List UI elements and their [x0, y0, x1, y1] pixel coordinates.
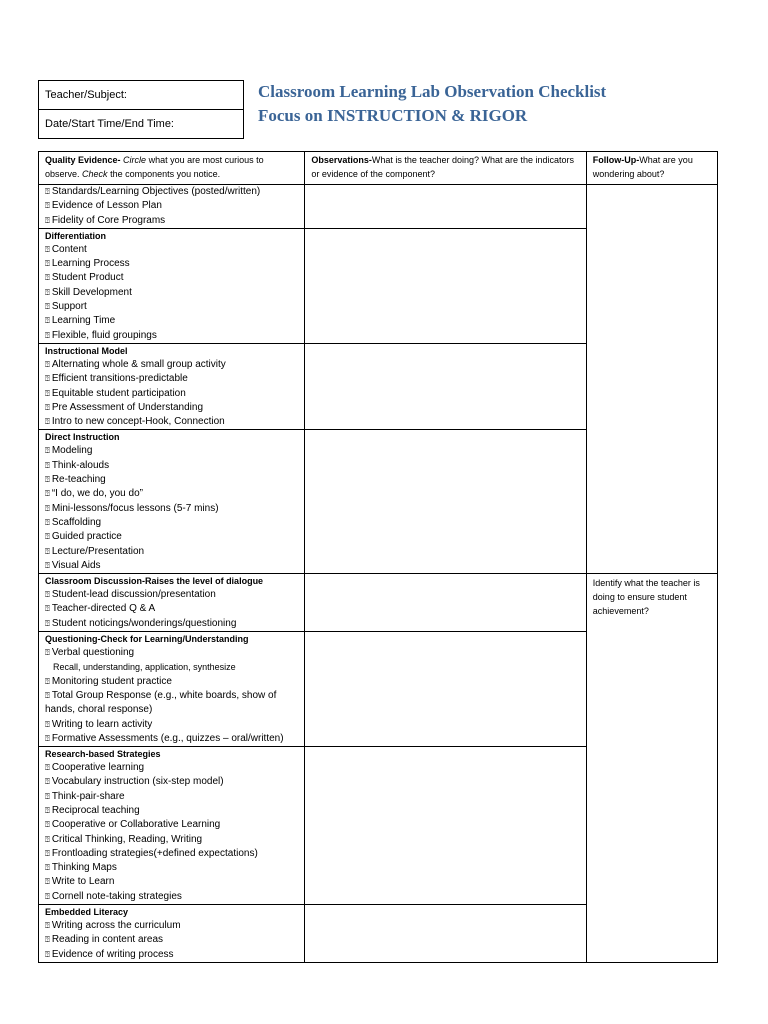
checklist-item[interactable] [39, 689, 304, 718]
checklist-item[interactable] [39, 415, 304, 429]
checklist-item-label: Intro to new concept-Hook, Connection [51, 416, 225, 428]
follow-up-note-cell[interactable] [586, 574, 717, 963]
checkbox-icon[interactable]: ⍰ [45, 719, 50, 729]
section-5-cell [39, 632, 305, 747]
checkbox-icon[interactable]: ⍰ [45, 287, 50, 297]
checklist-item-label: Frontloading strategies(+defined expectations) [51, 847, 258, 859]
checklist-item-label: Guided practice [51, 531, 122, 543]
checkbox-icon[interactable]: ⍰ [45, 791, 50, 801]
checkbox-icon[interactable]: ⍰ [45, 503, 50, 513]
checkbox-icon[interactable]: ⍰ [45, 517, 50, 527]
checklist-item[interactable] [39, 732, 304, 746]
checklist-item-label: Pre Assessment of Understanding [51, 401, 204, 413]
checklist-item-label: Learning Process [51, 258, 130, 270]
checklist-item[interactable] [39, 761, 304, 775]
checklist-item-label: Flexible, fluid groupings [51, 329, 157, 341]
checklist-item[interactable] [39, 775, 304, 789]
checklist-item-label: Cooperative or Collaborative Learning [51, 819, 221, 831]
checkbox-icon[interactable]: ⍰ [45, 777, 50, 787]
checkbox-icon[interactable]: ⍰ [45, 215, 50, 225]
checklist-item[interactable] [39, 602, 304, 616]
checklist-item-label: Verbal questioning [51, 647, 135, 659]
checklist-item-label: Lecture/Presentation [51, 545, 145, 557]
checklist-item-label: Cornell note-taking strategies [51, 890, 182, 902]
checklist-item[interactable] [39, 933, 304, 947]
checklist-item[interactable] [39, 718, 304, 732]
section-row [39, 574, 718, 632]
checkbox-icon[interactable]: ⍰ [45, 676, 50, 686]
checkbox-icon[interactable]: ⍰ [45, 187, 50, 196]
checklist-item[interactable] [39, 559, 304, 573]
section-7-cell [39, 905, 305, 963]
follow-up-cell[interactable] [586, 185, 717, 574]
checklist-item[interactable] [39, 790, 304, 804]
section-3-cell [39, 430, 305, 574]
checklist-item[interactable] [39, 847, 304, 861]
checkbox-icon[interactable]: ⍰ [45, 201, 50, 211]
checkbox-icon[interactable]: ⍰ [45, 273, 50, 283]
checklist-item-label: Monitoring student practice [51, 675, 172, 687]
checklist-item-label: Content [51, 243, 87, 255]
checklist-item[interactable] [39, 545, 304, 559]
checkbox-icon[interactable]: ⍰ [45, 763, 50, 773]
checklist-item-label: Student Product [51, 272, 124, 284]
checkbox-icon[interactable]: ⍰ [45, 805, 50, 815]
checkbox-icon[interactable]: ⍰ [45, 359, 50, 369]
checklist-item-label: Efficient transitions-predictable [51, 373, 188, 385]
checkbox-icon[interactable]: ⍰ [45, 402, 50, 412]
observation-cell[interactable] [305, 228, 586, 343]
checklist-item[interactable] [39, 185, 304, 199]
checklist-item[interactable] [39, 199, 304, 213]
checklist-item[interactable] [39, 387, 304, 401]
checklist-item-label: Formative Assessments (e.g., quizzes – oral/written) [51, 732, 284, 744]
section-4-cell [39, 574, 305, 632]
section-title: Direct Instruction [45, 432, 120, 443]
section-0-cell [39, 185, 305, 229]
checklist-item[interactable] [39, 919, 304, 933]
checkbox-icon[interactable]: ⍰ [45, 690, 50, 700]
checklist-item-label: Re-teaching [51, 474, 106, 486]
checkbox-icon[interactable]: ⍰ [45, 302, 50, 312]
checklist-item[interactable] [39, 617, 304, 631]
checklist-item[interactable] [39, 502, 304, 516]
col-quality-evidence-header: Quality Evidence- Circle what you are most curious to observe. Check the components you notice. [39, 152, 305, 185]
checkbox-icon[interactable]: ⍰ [45, 891, 50, 901]
checkbox-icon[interactable]: ⍰ [45, 460, 50, 470]
checkbox-icon[interactable]: ⍰ [45, 863, 50, 873]
checklist-item[interactable] [39, 329, 304, 343]
checkbox-icon[interactable]: ⍰ [45, 374, 50, 384]
checkbox-icon[interactable]: ⍰ [45, 590, 50, 600]
section-2-cell [39, 343, 305, 429]
checklist-item[interactable] [39, 300, 304, 314]
checklist-item-label: Write to Learn [51, 876, 115, 888]
checkbox-icon[interactable]: ⍰ [45, 446, 50, 456]
checklist-item[interactable] [39, 646, 304, 660]
checkbox-icon[interactable]: ⍰ [45, 733, 50, 743]
checklist-item[interactable] [39, 358, 304, 372]
section-6-cell [39, 747, 305, 905]
checklist-item-label: Scaffolding [51, 516, 102, 528]
checklist-item-label: Learning Time [51, 315, 116, 327]
checklist-item-label: Skill Development [51, 286, 132, 298]
observation-cell[interactable] [305, 343, 586, 429]
checklist-item[interactable] [39, 875, 304, 889]
checkbox-icon[interactable]: ⍰ [45, 848, 50, 858]
checkbox-icon[interactable]: ⍰ [45, 417, 50, 427]
checklist-item-label: Cooperative learning [51, 762, 145, 774]
checklist-item[interactable] [39, 286, 304, 300]
checklist-item-label: Total Group Response (e.g., white boards, show of hands, choral response) [45, 689, 277, 716]
sub-line: Recall, understanding, application, synthesize [53, 662, 236, 673]
checklist-item-label: Think-alouds [51, 459, 110, 471]
checklist-item[interactable] [39, 314, 304, 328]
section-title: Research-based Strategies [45, 749, 161, 760]
observation-cell[interactable] [305, 747, 586, 905]
checklist-item-label: Vocabulary instruction (six-step model) [51, 776, 224, 788]
checkbox-icon[interactable]: ⍰ [45, 560, 50, 570]
checklist-item-label: Mini-lessons/focus lessons (5-7 mins) [51, 502, 219, 514]
title-line-1: Classroom Learning Lab Observation Checklist [258, 82, 607, 101]
checklist-item-label: Think-pair-share [51, 790, 125, 802]
observation-cell[interactable] [305, 632, 586, 747]
checklist-item-label: Student-lead discussion/presentation [51, 589, 216, 601]
checklist-item[interactable] [39, 243, 304, 257]
checkbox-icon[interactable]: ⍰ [45, 316, 50, 326]
checklist-item-label: Critical Thinking, Reading, Writing [51, 833, 203, 845]
observation-cell[interactable] [305, 430, 586, 574]
checklist-item[interactable] [39, 818, 304, 832]
checkbox-icon[interactable]: ⍰ [45, 388, 50, 398]
checklist-item-label: Equitable student participation [51, 387, 186, 399]
checkbox-icon[interactable]: ⍰ [45, 648, 50, 658]
checklist-item-label: Fidelity of Core Programs [51, 214, 166, 226]
checklist-item[interactable] [39, 675, 304, 689]
document-title [258, 80, 606, 128]
checklist-table [38, 151, 718, 963]
checklist-item[interactable] [39, 401, 304, 415]
checklist-item[interactable] [39, 516, 304, 530]
checklist-item[interactable] [39, 588, 304, 602]
section-title: Instructional Model [45, 345, 128, 356]
checkbox-icon[interactable]: ⍰ [45, 259, 50, 269]
checklist-item-label: Reciprocal teaching [51, 804, 140, 816]
checklist-item-label: “I do, we do, you do” [51, 488, 143, 500]
checkbox-icon[interactable]: ⍰ [45, 935, 50, 945]
checklist-item[interactable] [39, 459, 304, 473]
checklist-item[interactable] [39, 948, 304, 962]
checklist-item[interactable] [39, 271, 304, 285]
checklist-item-label: Writing across the curriculum [51, 920, 181, 932]
observation-cell[interactable] [305, 185, 586, 229]
checklist-item-label: Evidence of Lesson Plan [51, 200, 162, 212]
observation-cell[interactable] [305, 905, 586, 963]
observation-cell[interactable] [305, 574, 586, 632]
date-time-field[interactable]: Date/Start Time/End Time: [39, 110, 244, 139]
checkbox-icon[interactable]: ⍰ [45, 834, 50, 844]
checkbox-icon[interactable]: ⍰ [45, 489, 50, 499]
checklist-item-label: Alternating whole & small group activity [51, 358, 226, 370]
checkbox-icon[interactable]: ⍰ [45, 949, 50, 959]
column-header-row [39, 152, 718, 185]
checkbox-icon[interactable]: ⍰ [45, 820, 50, 830]
section-title: Questioning-Check for Learning/Understanding [45, 634, 249, 645]
teacher-subject-field[interactable]: Teacher/Subject: [39, 81, 244, 110]
checklist-item[interactable] [39, 473, 304, 487]
checklist-item-label: Visual Aids [51, 559, 101, 571]
title-line-2: Focus on INSTRUCTION & RIGOR [258, 106, 528, 125]
checklist-item-label: Writing to learn activity [51, 718, 153, 730]
checkbox-icon[interactable]: ⍰ [45, 532, 50, 542]
checklist-item[interactable] [39, 530, 304, 544]
checklist-item[interactable] [39, 861, 304, 875]
checkbox-icon[interactable]: ⍰ [45, 921, 50, 931]
checklist-item[interactable] [39, 257, 304, 271]
checkbox-icon[interactable]: ⍰ [45, 244, 50, 254]
section-1-cell [39, 228, 305, 343]
checklist-item[interactable] [39, 372, 304, 386]
section-title: Differentiation [45, 230, 107, 241]
header-fields-table [38, 80, 244, 139]
section-row [39, 185, 718, 229]
checkbox-icon[interactable]: ⍰ [45, 877, 50, 887]
checklist-item-label: Teacher-directed Q & A [51, 603, 156, 615]
checklist-item-label: Reading in content areas [51, 934, 163, 946]
checklist-item[interactable] [39, 487, 304, 501]
checklist-item[interactable] [39, 833, 304, 847]
checklist-item-label: Support [51, 301, 87, 313]
checklist-item-label: Standards/Learning Objectives (posted/written) [51, 186, 261, 197]
checkbox-icon[interactable]: ⍰ [45, 475, 50, 485]
col-observations-header: Observations-What is the teacher doing? What are the indicators or evidence of the component? [305, 152, 586, 185]
checkbox-icon[interactable]: ⍰ [45, 546, 50, 556]
checkbox-icon[interactable]: ⍰ [45, 330, 50, 340]
section-title: Embedded Literacy [45, 907, 129, 918]
checklist-item-label: Thinking Maps [51, 862, 117, 874]
checklist-item[interactable] [39, 214, 304, 228]
follow-up-note: Identify what the teacher is doing to ensure student achievement? [592, 578, 700, 617]
checklist-item[interactable] [39, 804, 304, 818]
col-follow-up-header: Follow-Up-What are you wondering about? [586, 152, 717, 185]
checkbox-icon[interactable]: ⍰ [45, 618, 50, 628]
checklist-item[interactable] [39, 890, 304, 904]
checkbox-icon[interactable]: ⍰ [45, 604, 50, 614]
section-title: Classroom Discussion-Raises the level of dialogue [45, 576, 264, 587]
checklist-item[interactable] [39, 444, 304, 458]
checklist-item-label: Modeling [51, 445, 93, 457]
checklist-item-label: Evidence of writing process [51, 948, 174, 960]
checklist-item-label: Student noticings/wonderings/questioning [51, 617, 237, 629]
